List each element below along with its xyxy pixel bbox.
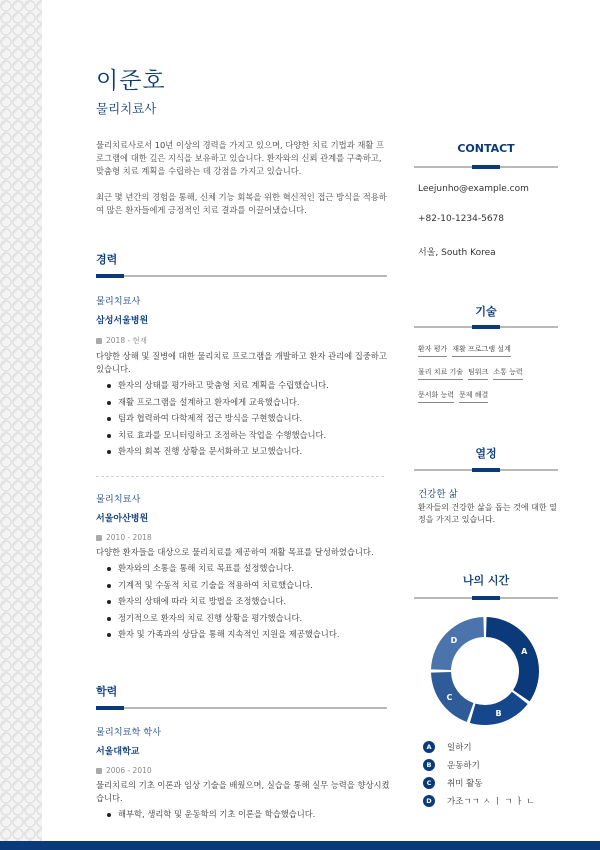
legend-label: 일하기 [447,743,472,753]
contact-location: 서울, South Korea [418,248,496,258]
time-divider [414,597,558,599]
skill-tag: 팀워크 [468,367,488,380]
legend-item [423,738,534,756]
list-item: 환자와의 소통을 통해 치료 목표를 설정했습니다. [96,560,396,577]
job-bullets [96,377,396,460]
passion-description: 환자들의 건강한 삶을 돕는 것에 대한 열정을 가지고 있습니다. [418,503,557,524]
decorative-pattern-strip [0,0,42,850]
legend-label: 가조ㄱㄱ ㅅ ㅣ ㄱ ㅏ ㄴ [447,797,535,807]
donut-segment-a [486,617,539,701]
legend-item [423,774,534,792]
legend-item [423,792,534,810]
legend-key-badge: D [423,795,435,807]
job-title: 물리치료사 [96,296,141,307]
skills-divider [414,326,558,328]
time-legend [423,738,534,810]
entry-separator [96,476,384,477]
job-dates: 2010 - 2018 [96,533,396,542]
donut-label-d: D [450,635,458,645]
list-item: 정기적으로 환자의 치료 진행 상황을 평가했습니다. [96,610,396,627]
education-description: 물리치료의 기초 이론과 임상 기술을 배웠으며, 실습을 통해 실무 능력을 향상시켰습니다. [96,780,390,803]
donut-label-b: B [495,708,502,718]
skill-tag: 문제 해결 [459,390,488,403]
education-entry [96,724,396,823]
list-item: 환자의 상태를 평가하고 맞춤형 치료 계획을 수립했습니다. [96,377,396,394]
list-item: 기계적 및 수동적 치료 기술을 적용하여 치료했습니다. [96,577,396,594]
list-item: 해부학, 생리학 및 운동학의 기초 이론을 학습했습니다. [96,806,396,823]
education-heading: 학력 [96,685,118,698]
education-bullets [96,806,396,823]
school-name: 서울대학교 [96,747,140,757]
summary-paragraph: 최근 몇 년간의 경험을 통해, 신체 기능 회복을 위한 혁신적인 접근 방식을 적용하여 많은 환자들에게 긍정적인 치료 결과를 이끌어냈습니다. [96,192,387,215]
legend-item [423,756,534,774]
contact-divider [414,166,558,168]
skill-tag: 문서화 능력 [418,390,454,403]
list-item: 환자의 회복 진행 상황을 문서화하고 보고했습니다. [96,443,396,460]
skill-tag: 재활 프로그램 설계 [452,344,511,357]
list-item: 환자의 상태에 따라 치료 방법을 조정했습니다. [96,593,396,610]
job-dates: 2018 - 현재 [96,335,396,346]
legend-key-badge: B [423,759,435,771]
donut-label-a: A [521,647,528,657]
job-description: 다양한 상해 및 질병에 대한 물리치료 프로그램을 개발하고 환자 관리에 집중하고 있습니다. [96,351,387,374]
skills-heading: 기술 [475,305,497,318]
summary-paragraph: 물리치료사로서 10년 이상의 경력을 가지고 있으며, 다양한 치료 기법과 재활 프로그램에 대한 깊은 지식을 보유하고 있습니다. 환자와의 신뢰 관계를 구축하고, 맞춤형 치료 계획을 수립하는 데 강점을 가지고 있습니다. [96,140,385,176]
skill-tag: 환자 평가 [418,344,447,357]
experience-entry [96,491,396,643]
legend-key-badge: C [423,777,435,789]
legend-label: 취미 활동 [447,779,483,789]
skill-tag: 물리 치료 기술 [418,367,463,380]
degree-title: 물리치료학 학사 [96,727,162,738]
experience-entry [96,293,396,460]
company-name: 삼성서울병원 [96,316,149,326]
bottom-accent-bar [0,841,600,850]
donut-label-c: C [446,692,453,702]
time-donut-chart [428,614,542,728]
donut-segment-d [431,617,484,670]
time-heading: 나의 시간 [462,574,510,587]
passion-divider [414,469,558,471]
list-item: 환자 및 가족과의 상담을 통해 지속적인 지원을 제공했습니다. [96,626,396,643]
candidate-title: 물리치료사 [96,101,157,116]
calendar-icon [96,535,102,541]
contact-heading: CONTACT [457,142,515,155]
profile-summary [96,139,391,230]
list-item: 치료 효과를 모니터링하고 조정하는 작업을 수행했습니다. [96,427,396,444]
passion-title: 건강한 삶 [418,489,458,500]
contact-email[interactable]: Leejunho@example.com [418,184,529,194]
list-item: 팀과 협력하여 다학제적 접근 방식을 구현했습니다. [96,410,396,427]
job-bullets [96,560,396,643]
calendar-icon [96,338,102,344]
contact-phone[interactable]: +82-10-1234-5678 [418,214,504,224]
skills-list [418,344,560,413]
job-title: 물리치료사 [96,494,141,505]
legend-key-badge: A [423,741,435,753]
experience-divider [96,275,387,277]
calendar-icon [96,768,102,774]
education-divider [96,707,387,709]
company-name: 서울아산병원 [96,514,149,524]
skill-tag: 소통 능력 [493,367,522,380]
passion-heading: 열정 [475,447,497,460]
education-dates: 2006 - 2010 [96,766,396,775]
job-description: 다양한 환자들을 대상으로 물리치료를 제공하여 재활 목표를 달성하였습니다. [96,547,374,557]
experience-heading: 경력 [96,253,118,266]
candidate-name: 이준호 [96,68,166,94]
list-item: 재활 프로그램을 설계하고 환자에게 교육했습니다. [96,394,396,411]
legend-label: 운동하기 [447,761,480,771]
